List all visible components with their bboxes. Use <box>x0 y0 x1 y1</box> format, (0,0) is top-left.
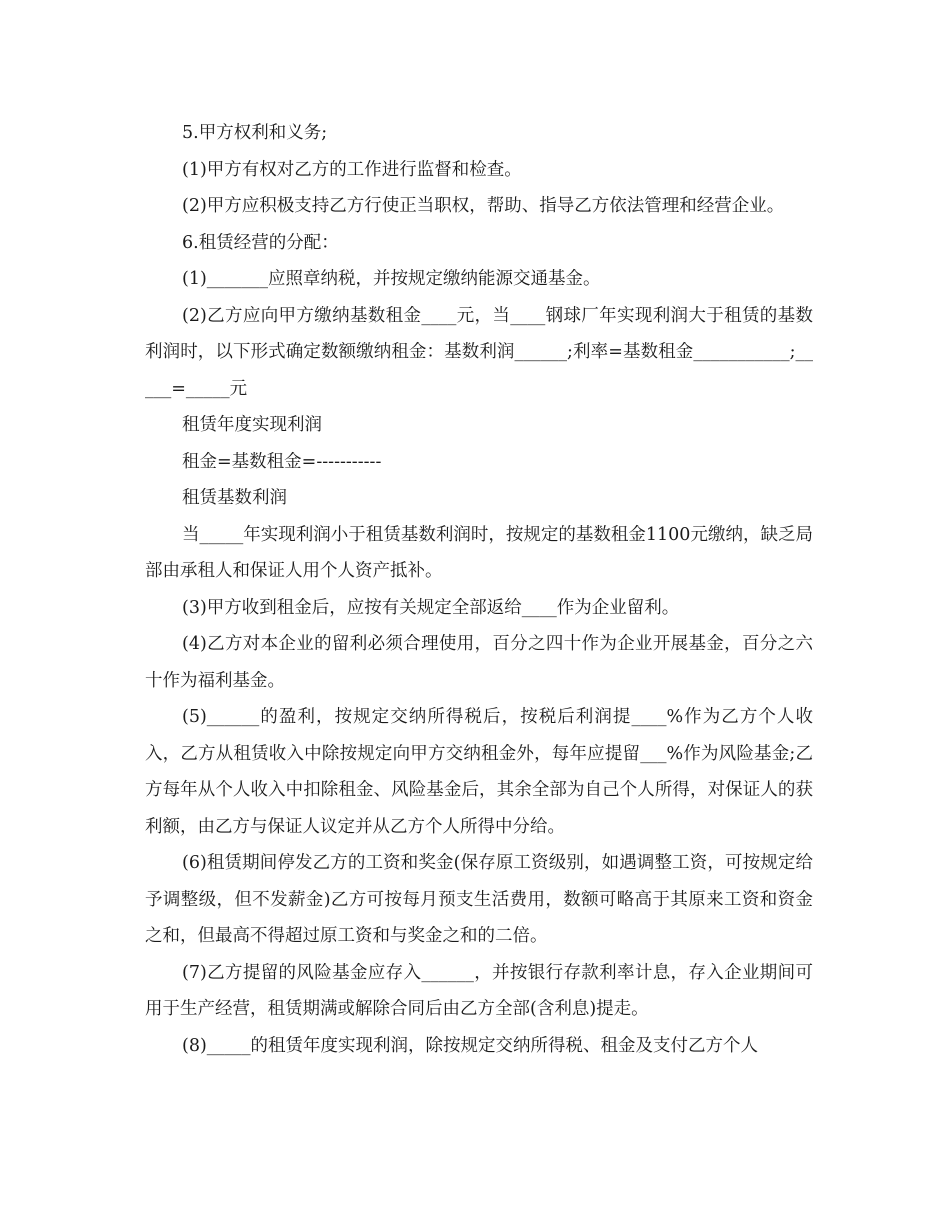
paragraph: (5)______的盈利，按规定交纳所得税后，按税后利润提____%作为乙方个人收入，乙方从租赁收入中除按规定向甲方交纳租金外，每年应提留___%作为风险基金;乙方每年从个人收入中扣除租金、风险基金后，其余全部为自己个人所得，对保证人的获利额，由乙方与保证人议定并从乙方个人所得中分给。 <box>145 707 813 837</box>
paragraph: (7)乙方提留的风险基金应存入______，并按银行存款利率计息，存入企业期间可用于生产经营，租赁期满或解除合同后由乙方全部(含利息)提走。 <box>145 962 813 1019</box>
paragraph: (4)乙方对本企业的留利必须合理使用，百分之四十作为企业开展基金，百分之六十作为福利基金。 <box>145 634 813 691</box>
document-body <box>145 115 813 1064</box>
formula-line: 租金=基数租金=----------- <box>182 451 382 472</box>
paragraph: (2)甲方应积极支持乙方行使正当职权，帮助、指导乙方依法管理和经营企业。 <box>182 196 785 216</box>
formula-line: 租赁基数利润 <box>182 488 287 508</box>
formula-line: 租赁年度实现利润 <box>182 415 322 435</box>
paragraph: (3)甲方收到租金后，应按有关规定全部返给____作为企业留利。 <box>182 597 680 618</box>
paragraph: 当_____年实现利润小于租赁基数利润时，按规定的基数租金1100元缴纳，缺乏局部由承租人和保证人用个人资产抵补。 <box>145 524 813 581</box>
paragraph: (2)乙方应向甲方缴纳基数租金____元，当____钢球厂年实现利润大于租赁的基数利润时，以下形式确定数额缴纳租金：基数利润______;利率=基数租金___________;_____=_____元 <box>145 305 813 399</box>
paragraph: (8)_____的租赁年度实现利润，除按规定交纳所得税、租金及支付乙方个人 <box>182 1035 759 1056</box>
paragraph: (1)_______应照章纳税，并按规定缴纳能源交通基金。 <box>182 269 601 289</box>
section-6-heading: 6.租赁经营的分配： <box>182 232 339 253</box>
paragraph: (1)甲方有权对乙方的工作进行监督和检查。 <box>182 159 522 180</box>
section-5-heading: 5.甲方权利和义务; <box>182 123 328 143</box>
paragraph: (6)租赁期间停发乙方的工资和奖金(保存原工资级别，如遇调整工资，可按规定给予调整级，但不发薪金)乙方可按每月预支生活费用，数额可略高于其原来工资和资金之和，但最高不得超过原工资和与奖金之和的二倍。 <box>145 853 813 946</box>
